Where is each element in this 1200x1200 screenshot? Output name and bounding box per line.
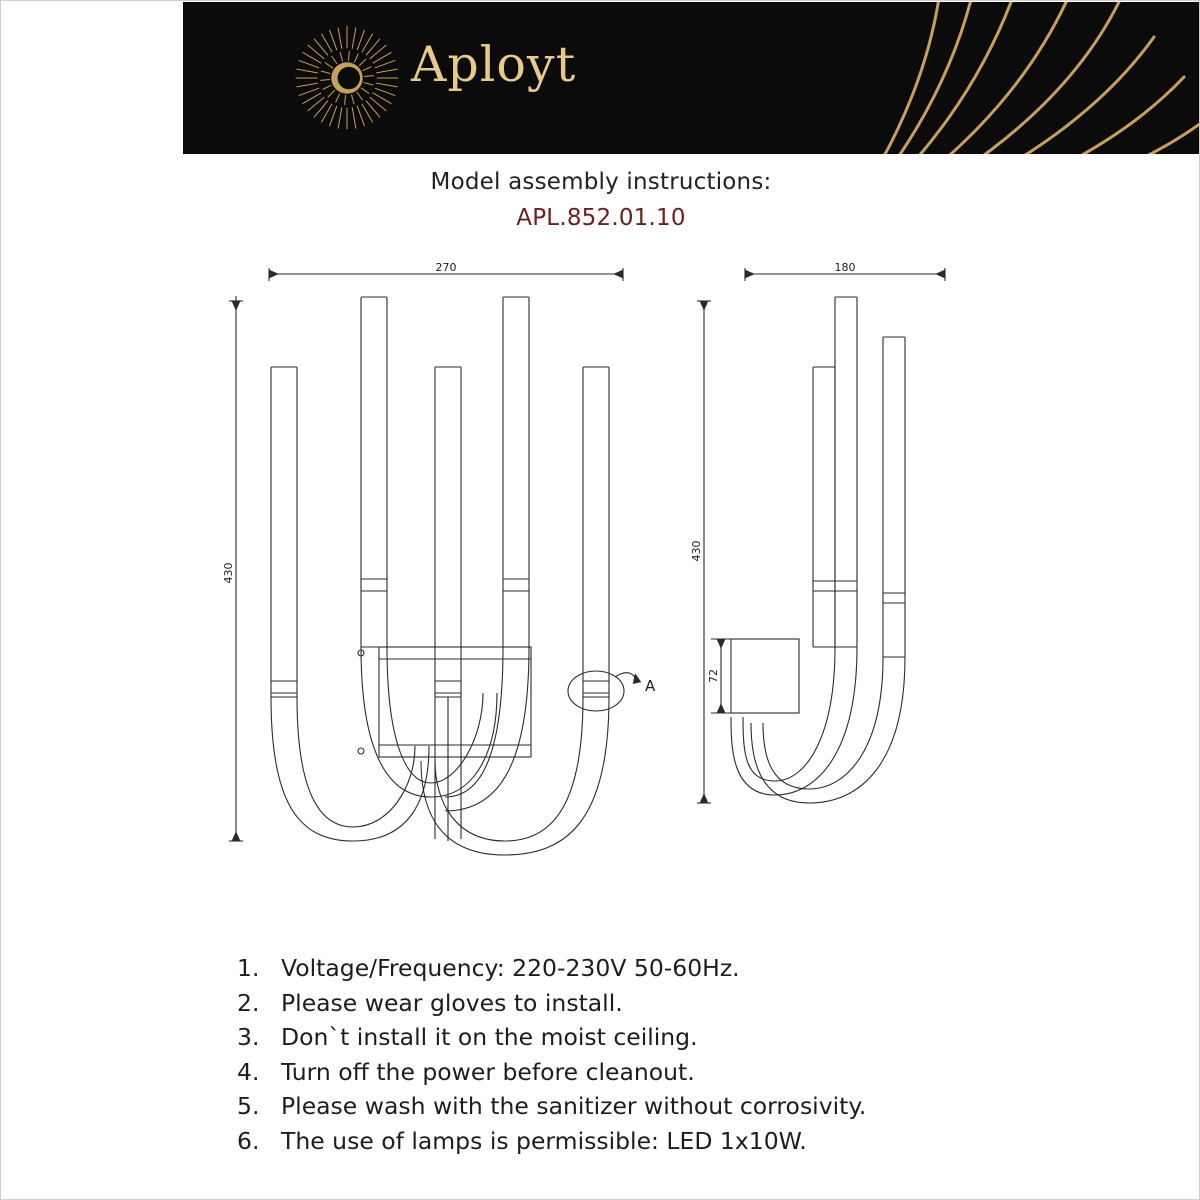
list-item <box>237 1020 1137 1055</box>
list-item-number: 2. <box>237 988 260 1017</box>
list-item <box>237 1089 1137 1124</box>
list-item-number: 4. <box>237 1057 260 1086</box>
sunburst-icon <box>293 24 401 132</box>
list-item <box>237 1124 1137 1159</box>
dim-side-width: 180 <box>834 261 856 274</box>
list-item-text: Please wash with the sanitizer without corrosivity. <box>281 1092 867 1120</box>
brand-name: Aployt <box>411 36 577 93</box>
title-primary: Model assembly instructions: <box>430 169 772 195</box>
list-item-number: 5. <box>237 1092 260 1120</box>
list-item-text: Don`t install it on the moist ceiling. <box>281 1023 698 1051</box>
list-item-text: Please wear gloves to install. <box>281 988 623 1017</box>
detail-callout-label: A <box>645 677 656 695</box>
ray-fan-icon <box>779 2 1199 154</box>
list-item-text: Turn off the power before cleanout. <box>281 1057 695 1086</box>
dim-base-height: 72 <box>707 669 720 683</box>
list-item <box>237 1055 1137 1090</box>
list-item-number: 6. <box>237 1126 260 1155</box>
instruction-list <box>237 951 1137 1158</box>
page-title <box>1 169 1200 231</box>
list-item <box>237 986 1137 1021</box>
list-item-number: 1. <box>237 954 260 982</box>
dim-front-height: 430 <box>222 562 235 584</box>
technical-drawing <box>183 241 1199 881</box>
dim-front-width: 270 <box>435 261 457 274</box>
list-item-text: The use of lamps is permissible: LED 1x10W. <box>281 1126 807 1155</box>
dim-side-height: 430 <box>690 540 703 562</box>
list-item <box>237 951 1137 986</box>
list-item-number: 3. <box>237 1023 260 1051</box>
brand-banner <box>183 2 1199 154</box>
list-item-text: Voltage/Frequency: 220-230V 50-60Hz. <box>281 954 740 982</box>
title-model-code: APL.852.01.10 <box>516 205 686 231</box>
